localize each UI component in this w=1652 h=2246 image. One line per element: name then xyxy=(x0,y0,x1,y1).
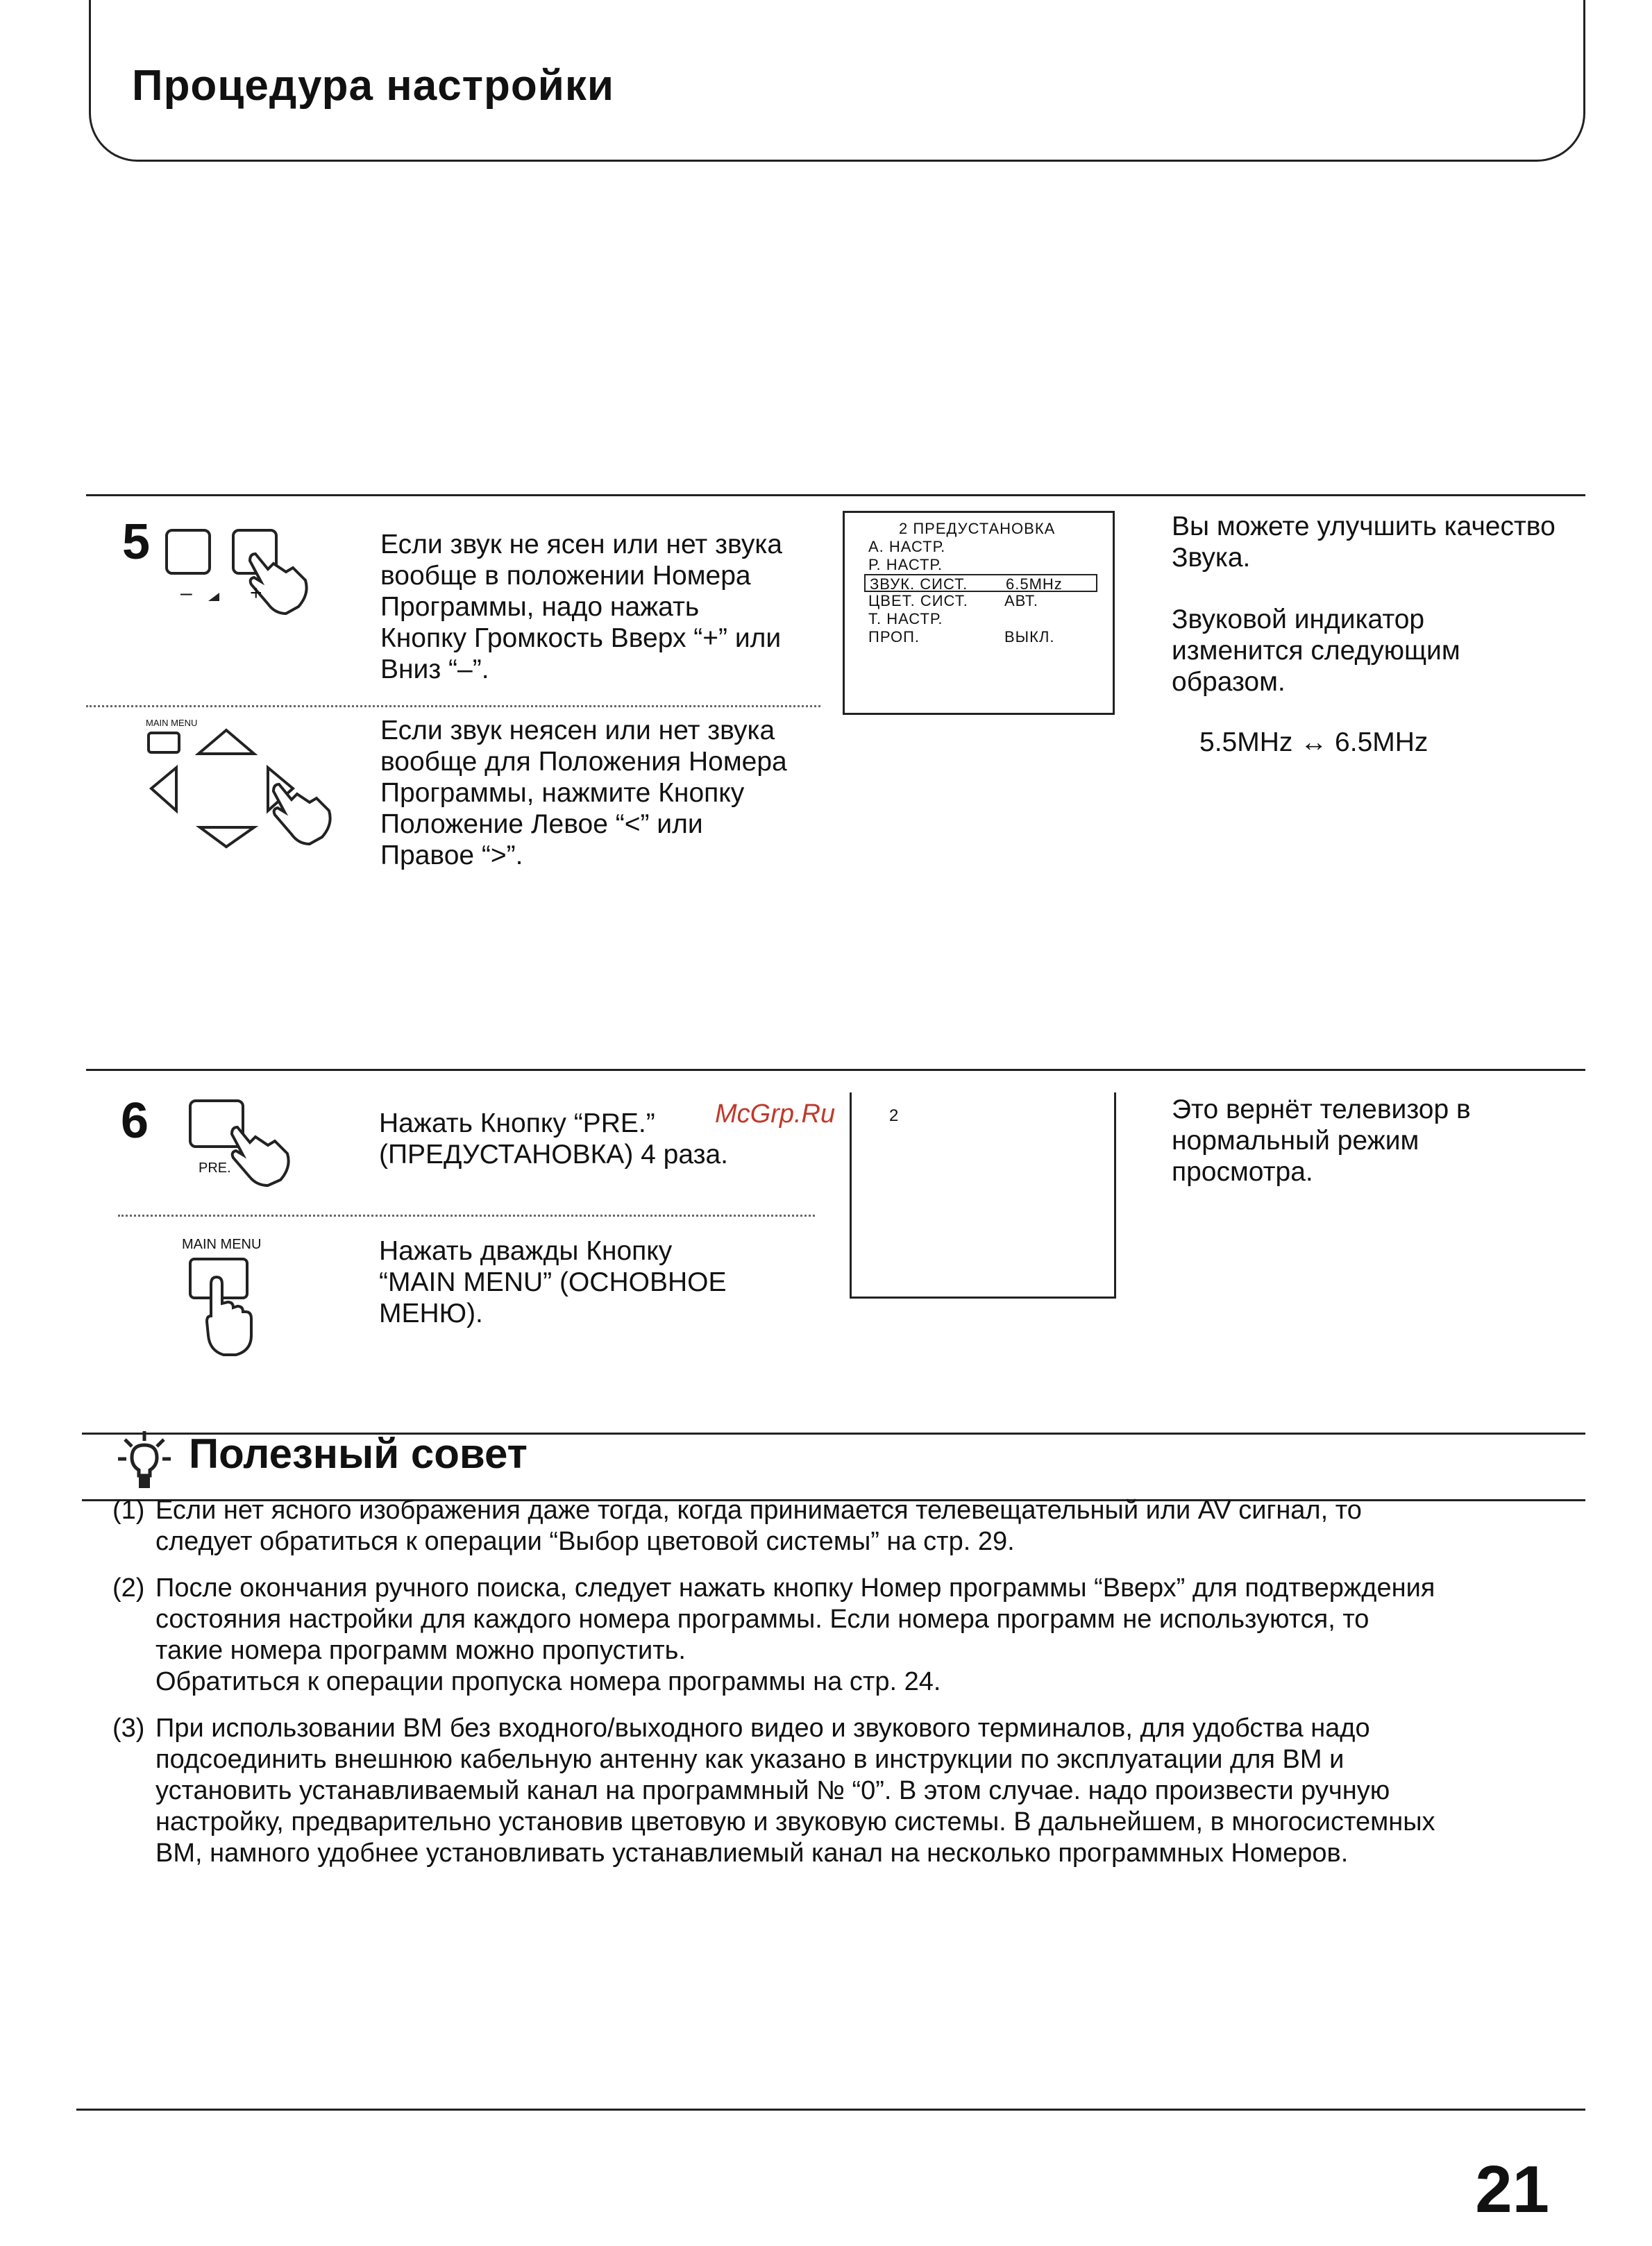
osd-preset-screen xyxy=(843,511,1115,715)
step6-note: Это вернёт телевизор в нормальный режим просмотра. xyxy=(1172,1095,1471,1187)
osd-row xyxy=(868,610,1097,628)
osd-row-label: Р. НАСТР. xyxy=(868,556,943,573)
volume-plus-label: + xyxy=(250,582,262,605)
osd-row-value: АВТ. xyxy=(1004,592,1038,609)
tv-screen-normal xyxy=(850,1092,1116,1299)
main-menu-button-icon xyxy=(186,1253,276,1358)
main-menu-button-label: MAIN MENU xyxy=(182,1237,262,1252)
osd-row xyxy=(868,592,1097,610)
sound-indicator-values: 5.5MHz ↔ 6.5MHz xyxy=(1199,727,1428,757)
volume-minus-label: – xyxy=(180,582,192,605)
tip-text: При использовании ВМ без входного/выходного видео и звукового терминалов, для удобства надо подсоединить внешнюю кабельную антенну как указано в инструкции по эксплуатации для ВМ и установить устанавливаемый канал на программный № “0”. В этом случае. надо произвести ручную настройку, предварительно установив цветовую и звуковую системы. В дальнейшем, в многосистемных ВМ, намного удобнее установливать устанавлиемый канал на несколько программных Номеров. xyxy=(155,1714,1435,1868)
screen-programme-number: 2 xyxy=(889,1106,899,1125)
watermark-text: McGrp.Ru xyxy=(715,1099,836,1129)
main-menu-small-label: MAIN MENU xyxy=(146,718,198,728)
lightbulb-icon xyxy=(117,1428,172,1491)
osd-row-label: А. НАСТР. xyxy=(868,538,946,555)
step5-dotted-divider xyxy=(86,705,820,707)
step6-number: 6 xyxy=(121,1093,149,1149)
step5-instruction-a: Если звук не ясен или нет звука вообще в положении Номера Программы, надо нажать Кнопку Громкость Вверх “+” или Вниз “–”. xyxy=(380,530,782,684)
step6-instruction-b: Нажать дважды Кнопку “MAIN MENU” (ОСНОВНОЕ МЕНЮ). xyxy=(379,1236,727,1328)
tip-number: (3) xyxy=(112,1714,145,1743)
tip-text: Если нет ясного изображения даже тогда, когда принимается телевещательный или AV сигнал, то следует обратиться к операции “Выбор цветовой системы” на стр. 29. xyxy=(155,1496,1362,1556)
osd-row-value: 6.5MHz xyxy=(1006,575,1063,593)
osd-row-label: ЗВУК. СИСТ. xyxy=(870,575,968,593)
osd-row xyxy=(868,556,1097,574)
osd-row-label: ПРОП. xyxy=(868,628,920,645)
tip-number: (1) xyxy=(112,1496,145,1525)
tip-item xyxy=(112,1573,1584,1705)
tips-title: Полезный совет xyxy=(189,1430,528,1477)
page-title: Процедура настройки xyxy=(132,62,615,110)
step6-dotted-divider xyxy=(118,1215,815,1217)
step6-instruction-a: Нажать Кнопку “PRE.” (ПРЕДУСТАНОВКА) 4 раза. xyxy=(379,1108,729,1170)
osd-title: 2 ПРЕДУСТАНОВКА xyxy=(899,520,1056,537)
tip-text: После окончания ручного поиска, следует нажать кнопку Номер программы “Вверх” для подтверждения состояния настройки для каждого номера программы. Если номера программ не используются, то такие номера программ можно пропустить. Обратиться к операции пропуска номера программы на стр. 24. xyxy=(155,1573,1435,1696)
osd-row-value: ВЫКЛ. xyxy=(1004,628,1055,645)
pre-button-label: PRE. xyxy=(199,1160,231,1176)
main-menu-button-illustration xyxy=(186,1253,276,1358)
step5-top-rule xyxy=(86,494,1585,496)
step5-note-quality: Вы можете улучшить качество Звука. xyxy=(1172,512,1556,573)
tip-item xyxy=(112,1713,1584,1880)
footer-rule xyxy=(76,2109,1585,2111)
osd-row xyxy=(868,538,1097,556)
osd-row-selected xyxy=(864,574,1097,592)
volume-buttons-icon xyxy=(164,526,330,623)
step5-instruction-b: Если звук неясен или нет звука вообще для Положения Номера Программы, нажмите Кнопку Положение Левое “<” или Правое “>”. xyxy=(380,716,787,870)
step5-note-indicator: Звуковой индикатор изменится следующим образом. xyxy=(1172,605,1460,697)
tip-item xyxy=(112,1495,1584,1564)
cursor-pad-icon xyxy=(144,725,346,863)
osd-row-label: ЦВЕТ. СИСТ. xyxy=(868,592,968,609)
step6-top-rule xyxy=(86,1069,1585,1071)
cursor-buttons-illustration xyxy=(144,725,346,863)
osd-menu-list xyxy=(868,538,1097,646)
step5-number: 5 xyxy=(122,514,151,570)
osd-row xyxy=(868,628,1097,646)
volume-buttons-illustration xyxy=(164,526,330,623)
tip-number: (2) xyxy=(112,1573,145,1603)
page-number: 21 xyxy=(1475,2152,1549,2227)
osd-row-label: Т. НАСТР. xyxy=(868,610,943,627)
